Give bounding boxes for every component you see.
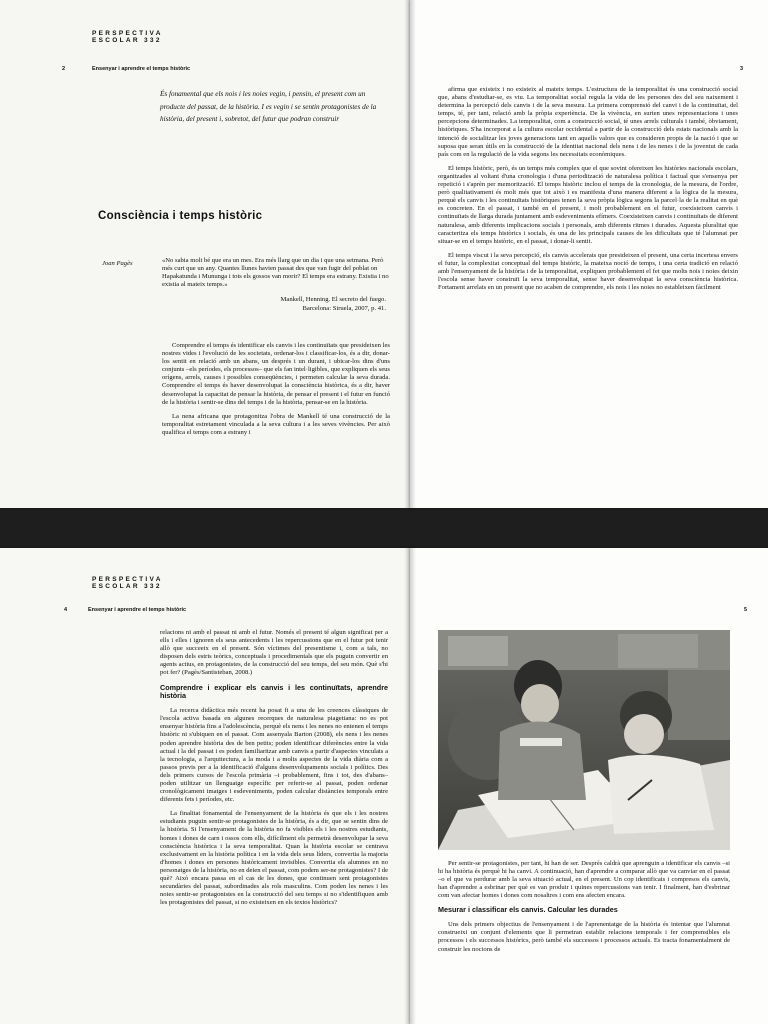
page-number: 5 — [744, 607, 748, 613]
author-name: Joan Pagès — [102, 260, 133, 267]
gutter-shadow — [410, 0, 416, 508]
page-5 — [410, 548, 768, 1024]
running-head: Ensenyar i aprendre el temps històric — [92, 66, 191, 72]
brand-line-1: PERSPECTIVA — [92, 30, 163, 37]
gutter-shadow — [410, 548, 416, 1024]
background-desk — [668, 670, 730, 740]
magazine-brand — [92, 30, 163, 44]
page-number: 4 — [64, 607, 68, 613]
page-number: 2 — [62, 66, 66, 72]
paragraph: El temps viscut i la seva percepció, els canvis accelerats que presideixen el present, una certa incertesa envers el futur, la complexitat conceptual del temps històric, la mateixa noció de temps, i una certa tradició en relació amb l'ensenyament de la història i de la temporalitat, expliquen probablement el fet que molts nois i noies deixin l'escola sense haver construït la seva temporalitat, sense haver desenvolupat la seva consciència històrica. Fortament arrelats en un present que no acaben de comprendre, els nois i les noies no estableixen fàcilment — [438, 251, 738, 292]
page-2 — [0, 0, 410, 508]
paragraph: Uns dels primers objectius de l'ensenyament i de l'aprenentatge de la història és intentar que l'alumnat construeixi un conjunt d'elements que li permetran establir relacions temporals i fer comprensibles els processos i els successos històrics, però també els successos i processos actuals. Es tracta fonamentalment de construir les nocions de — [438, 921, 730, 953]
paragraph: La nena africana que protagonitza l'obra de Mankell té una construcció de la temporalitat estretament vinculada a la seva cultura i a les seves vivències. Per això qualifica el temps com a estrany i — [162, 412, 390, 436]
section-heading: Mesurar i classificar els canvis. Calcular les durades — [438, 905, 618, 915]
paragraph: La finalitat fonamental de l'ensenyament de la història és que els i les nostres estudiants puguin sentir-se protagonistes de la història, és a dir, que se sentin dins de la història. Si l'ensenyament de la història no fa visibles els i les nostres estudiants, homes i dones de carn i ossos com ells, difícilment els permetrà desenvolupar la seva consciència històrica i la seva temporalitat. Quan la història escolar se centrava exclusivament en la història política i en la vida dels seus líders, convertia la majoria d'homes i dones en persones històricament invisibles. Convertia els alumnes en no personatges de la història, no en deien el passat, com podem ser-ne protagonistes? I de què? Això encara passa en el cas de les dones, que continuen sent protagonistes secundàries del passat, subordinades als rols masculins. Com poden les nenes i les noies sentir-se protagonistes en la construcció del seu temps si no s'identifiquen amb les protagonistes del passat, si no existeixen en els textos històrics? — [160, 810, 389, 907]
body-column — [160, 629, 388, 913]
page-number: 3 — [740, 66, 744, 72]
child1-shirt — [498, 721, 586, 800]
body-column — [438, 86, 738, 298]
child1-shirt-text — [520, 738, 562, 746]
paragraph: relacions ni amb el passat ni amb el futur. Només el present té algun significat per a ells i elles i ignoren els seus antecedents i les repercussions que en el futur pot tenir allò que succeeix en el present. Són víctimes del presentisme i, com a tals, no disposen dels estris teòrics, conceptuals i procedimentals que els puguin convertir en agents actius, en protagonistes, de la construcció del seu temps, del seu món. Què s'hi pot fer? (Pagès/Santisteban, 2008.) — [160, 629, 388, 677]
intro-text: És fonamental que els nois i les noies vegin, i pensin, el present com un producte del passat, de la història. I es vegin i se sentin protagonistes de la història, del present i, sobretot, del futur que podran construir — [160, 90, 377, 123]
background-shelf — [448, 636, 508, 666]
epigraph-quote: «No sabia molt bé que era un mes. Era més llarg que un dia i que una setmana. Però més curt que un any. Quantes llunes havien passat des que van fugir del poblat on Hapakatunda i Mununga i tots els gossos van morir? El temps era estrany. Existia i no existia al mateix temps.» — [162, 257, 389, 289]
paragraph: Comprendre el temps és identificar els canvis i les continuïtats que presideixen les nostres vides i l'evolució de les societats, ordenar-los i classificar-los, és a dir, donar-los sentit en relació amb un abans, un després i un durant, i ubicar-los dins d'uns conjunts –els períodes, els processos– que els fan intel·ligibles, que expliquen els seus orígens, arrels, causes i possibles conseqüències, i permeten calcular la seva durada. Comprendre el temps és haver desenvolupat la consciència històrica, és a dir, haver desenvolupat la capacitat de pensar la història, de pensar el present i el futur en funció de la història i sentir-se dins del temps i de la història, pensar-se en la història. — [162, 342, 390, 406]
body-column — [162, 342, 390, 443]
brand-line-1: PERSPECTIVA — [92, 576, 163, 583]
body-column — [438, 860, 730, 960]
spread-gap — [0, 508, 768, 548]
running-head: Ensenyar i aprendre el temps històric — [88, 607, 187, 613]
article-title: Consciència i temps històric — [98, 210, 263, 222]
brand-line-2: ESCOLAR 332 — [92, 583, 162, 590]
page-4 — [0, 548, 410, 1024]
child2-shirt — [608, 755, 714, 834]
citation-line-2: Barcelona: Siruela, 2007, p. 41. — [302, 305, 386, 312]
citation-line-1: Mankell, Henning. El secreto del fuego. — [280, 296, 386, 303]
child1-face — [521, 684, 559, 724]
epigraph-citation — [162, 295, 386, 313]
background-window — [618, 634, 698, 668]
child2-face — [624, 714, 664, 754]
classroom-photo — [438, 630, 730, 850]
brand-line-2: ESCOLAR 332 — [92, 37, 162, 44]
paragraph: El temps històric, però, és un temps més complex que el que sovint ofereixen les històries nacionals escolars, organitzades al voltant d'una cronologia i d'una periodització de naturalesa política i factual que s'ensenya per repetició i s'aprèn per memorització. El temps històric inclou el temps de la cronologia, de la mesura, de l'ordre, però qualitativament és molt més que tot això i es manifesta d'una manera diferent a la lògica de la mesura, perquè els canvis i les continuïtats històriques tenen la seva pròpia lògica segons la parcel·la de la realitat en què es concreten. En el passat, i també en el present, i molt probablement en el futur, coexisteixen canvis i continuïtats de llarga durada juntament amb esdeveniments efímers. Coexisteixen canvis i continuïtats de diferent naturalesa, amb diferents implicacions socials i personals, amb diferents ritmes i durades. Aquesta pluralitat que caracteritza els temps històrics i socials, és una de les principals causes de les dificultats que té l'alumnat per situar-se en el temps històric, en el passat, i donar-li sentit. — [438, 164, 738, 245]
paragraph: Per sentir-se protagonistes, per tant, hi han de ser. Després caldrà que aprenguin a identificar els canvis –si hi ha història és perquè hi ha canvi. A continuació, han d'aprendre a comparar allò que va canviar en el passat –o el que va perdurar amb la seva situació actual, en el present. Un cop identificats i compresos els canvis, han d'aprendre a esbrinar per què es van produir i quines repercussions van tenir. I finalment, han d'esbrinar com van afectar homes i dones com nosaltres i com ens afecten encara. — [438, 860, 730, 900]
page-3 — [410, 0, 768, 508]
paragraph: La recerca didàctica més recent ha posat fi a una de les creences clàssiques de l'escola activa basada en algunes recerques de naturalesa piagetiana: no es pot ensenyar història fins a l'adolescència, perquè els nens i les nenes no entenen el temps històric ni s'ubiquen en el passat. Com assenyala Barton (2008), els nens i les nenes poden aprendre història des de ben petits; poden identificar diferències entre la vida actual i la del passat i es poden familiaritzar amb canvis a partir d'aspectes vinculats a la tecnologia, a l'arquitectura, a la moda i a molts aspectes de la vida diària com a passos previs per a la identificació d'alguns desenvolupaments socials i polítics. Des dels primers cursos de l'escola primària –i probablement, fins i tot, des d'abans– poden utilitzar un llenguatge específic per referir-se al passat, poden ordenar cronològicament imatges i esdeveniments, poden calcular distàncies temporals entre diferents fets i períodes, etc. — [160, 707, 388, 804]
section-heading: Comprendre i explicar els canvis i les continuïtats, aprendre història — [160, 682, 388, 701]
paragraph: afirma que existeix i no existeix al mateix temps. L'estructura de la temporalitat és una construcció social que, abans d'estudiar-se, es viu. La temporalitat social regula la vida de les persones des del seu naixement i determina la percepció dels canvis i de la seva mesura. La primera comprensió del canvi i de la continuïtat, del temps, té, per tant, relació amb la pròpia experiència. De la vivència, en surten unes representacions i unes percepcions determinades. La temporalitat, com a construcció social, té unes arrels culturals i també, òbviament, històriques. S'ha incorporat a la cultura escolar occidental a partir de la construcció dels estats nacionals amb la intenció de socialitzar les joves generacions tant en aquells valors que es consideren propis de la nació i que se suposa que seran útils en la construcció de la identitat nacional dels nens i de les nenes i de la joventut de cada país com en la regulació de la vida segons les necessitats econòmiques. — [438, 86, 738, 158]
magazine-brand — [92, 576, 163, 590]
